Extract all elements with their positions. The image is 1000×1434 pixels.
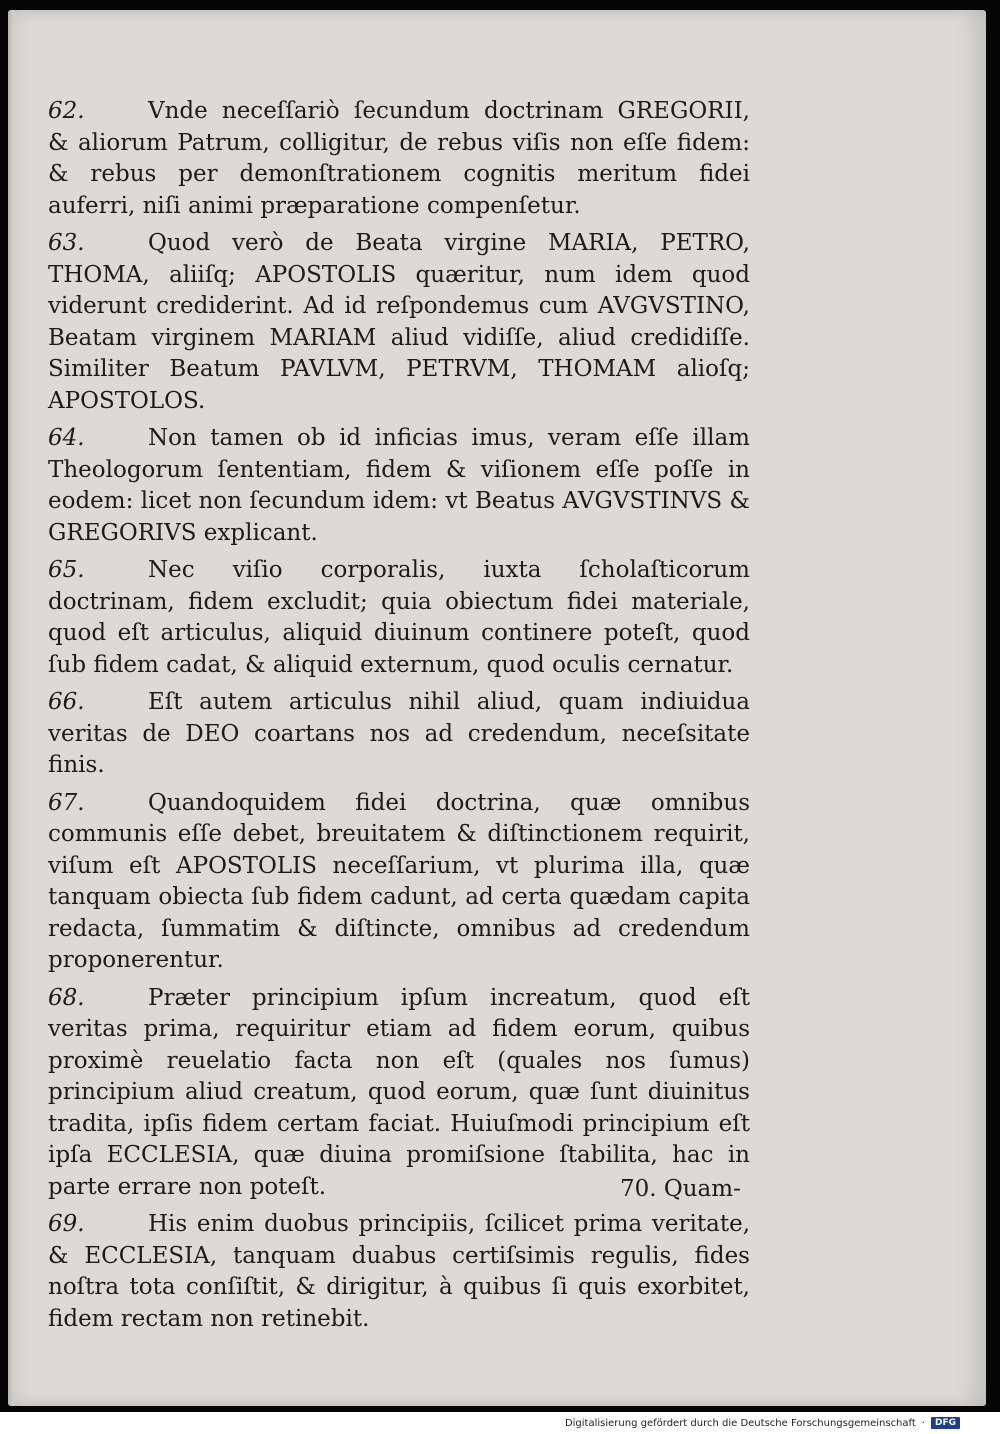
paragraph-text: Non tamen ob id inficias imus, veram eſſe illam Theologorum ſententiam, fidem & viſionem eſſe poſſe in eodem: licet non ſecundum idem: vt Beatus AVGVSTINVS & GREGORIVS explicant. — [48, 425, 750, 546]
paragraph-number: 62. — [48, 98, 85, 124]
paragraph-67 — [48, 788, 750, 977]
paragraph-69 — [48, 1209, 750, 1335]
paragraph-text: Præter principium ipſum increatum, quod eſt veritas prima, requiritur etiam ad fidem eorum, quibus proximè reuelatio facta non eſt (quales nos ſumus) principium aliud creatum, quod eorum, quæ ſunt diuinitus tradita, ipſis fidem certam faciat. Huiuſmodi principium eſt ipſa ECCLESIA, quæ diuina promiſsione ſtabilita, hac in parte errare non poteſt. — [48, 984, 750, 1200]
catchword: 70. Quam- — [620, 1176, 741, 1202]
paragraph-number: 68. — [48, 984, 85, 1011]
page-text-block — [48, 96, 750, 1341]
digitization-credit — [565, 1412, 960, 1434]
paragraph-text: Nec viſio corporalis, iuxta ſcholaſticorum doctrinam, fidem excludit; quia obiectum fidei materiale, quod eſt articulus, aliquid diuinum continere poteſt, quod ſub fidem cadat, & aliquid externum, quod oculis cernatur. — [48, 557, 750, 678]
paragraph-64 — [48, 423, 750, 549]
paragraph-number: 63. — [48, 230, 85, 256]
paragraph-number: 64. — [48, 425, 85, 451]
paragraph-66 — [48, 687, 750, 782]
paragraph-number: 65. — [48, 557, 85, 583]
paragraph-65 — [48, 555, 750, 681]
paragraph-text: Eſt autem articulus nihil aliud, quam indiuidua veritas de DEO coartans nos ad credendum, neceſsitate finis. — [48, 689, 750, 778]
paragraph-number: 69. — [48, 1211, 85, 1237]
paragraph-text: Vnde neceſſariò ſecundum doctrinam GREGORII, & aliorum Patrum, colligitur, de rebus viſis non eſſe fidem: & rebus per demonſtrationem cognitis meritum fidei auferri, niſi animi præparatione compenſetur. — [48, 98, 750, 219]
page-gutter-edge — [8, 10, 14, 1406]
paragraph-62 — [48, 96, 750, 222]
paragraph-number: 66. — [48, 689, 85, 715]
separator-dot: · — [921, 1417, 925, 1429]
paragraph-number: 67. — [48, 789, 85, 816]
paragraph-text: Quod verò de Beata virgine MARIA, PETRO, THOMA, aliiſq; APOSTOLIS quæritur, num idem quod viderunt crediderint. Ad id reſpondemus cum AVGVSTINO, Beatam virginem MARIAM aliud vidiſſe, aliud credidiſſe. Similiter Beatum PAVLVM, PETRVM, THOMAM alioſq; APOSTOLOS. — [48, 230, 750, 414]
dfg-logo[interactable]: DFG — [931, 1417, 960, 1429]
credit-text: Digitalisierung gefördert durch die Deutsche Forschungsgemeinschaft — [564, 1417, 916, 1429]
paragraph-68 — [48, 983, 750, 1204]
paragraph-text: Quandoquidem fidei doctrina, quæ omnibus communis eſſe debet, breuitatem & diſtinctionem requirit, viſum eſt APOSTOLIS neceſſarium, vt plurima illa, quæ tanquam obiecta ſub fidem cadunt, ad certa quædam capita redacta, ſummatim & diſtincte, omnibus ad credendum proponerentur. — [48, 789, 750, 973]
paragraph-text: His enim duobus principiis, ſcilicet prima veritate, & ECCLESIA, tanquam duabus certiſsimis regulis, fides noſtra tota conſiſtit, & dirigitur, à quibus ſi quis exorbitet, fidem rectam non retinebit. — [48, 1211, 750, 1332]
paragraph-63 — [48, 228, 750, 417]
